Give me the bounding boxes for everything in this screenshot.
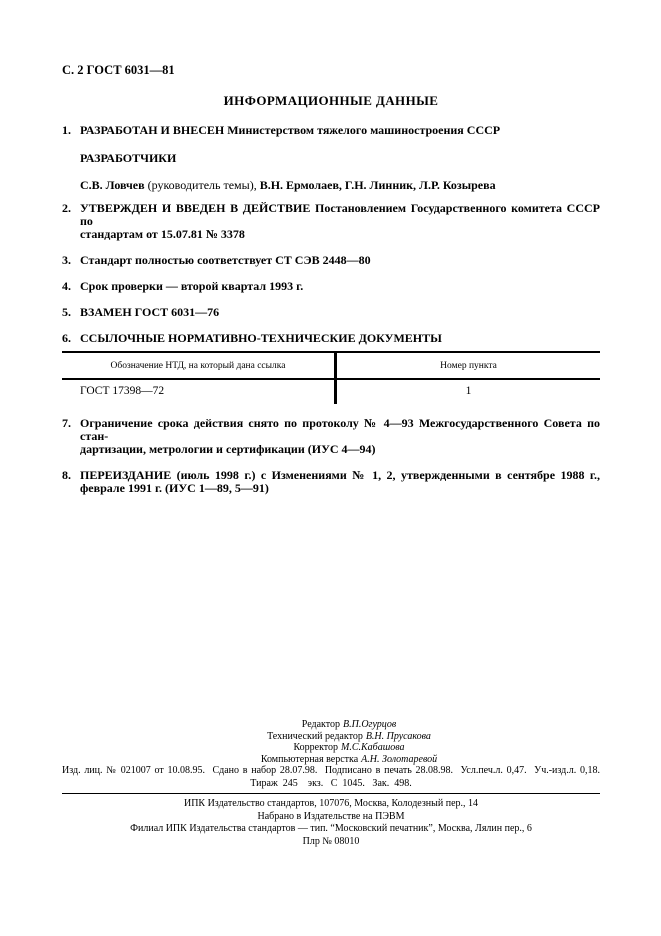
developer-lead-note: (руководитель темы), [144,178,260,192]
item-7 [62,417,600,456]
publisher-branch: Филиал ИПК Издательства стандартов — тип. “Московский печатник”, Москва, Лялин пер., 6 [130,823,532,834]
editor-line: Компьютерная верстка А.Н. Золотаревой [260,753,438,765]
item-8 [62,469,600,495]
item-2-number: 2. [62,201,71,215]
document-content [62,64,600,508]
editor-line: Корректор М.С.Кабашова [293,742,405,753]
item-7-line-1: Ограничение срока действия снято по протоколу № 4—93 Межгосударственного Совета по стан- [80,416,600,443]
imprint-line-2: Тираж 245 экз. С 1045. Зак. 498. [250,778,412,789]
item-6 [62,332,600,345]
editor-line: Редактор В.П.Огурцов [301,719,397,730]
item-3-number: 3. [62,253,71,267]
table-header-clause: Номер пункта [336,352,601,379]
item-2 [62,202,600,241]
developers-heading: РАЗРАБОТЧИКИ [80,151,177,165]
developers-line [80,179,600,192]
item-7-number: 7. [62,416,71,430]
item-8-line-1: ПЕРЕИЗДАНИЕ (июль 1998 г.) с Изменениями № 1, 2, утвержденными в сентябре 1988 г., [80,468,600,482]
item-5 [62,306,600,319]
item-1-number: 1. [62,123,71,137]
table-header-designation: Обозначение НТД, на который дана ссылка [62,352,336,379]
publisher-license: Плр № 08010 [302,835,360,847]
editor-line: Технический редактор В.Н. Прусакова [267,730,431,742]
item-6-text: ССЫЛОЧНЫЕ НОРМАТИВНО-ТЕХНИЧЕСКИЕ ДОКУМЕНТЫ [80,331,442,345]
table-cell-clause: 1 [465,385,472,397]
item-4-text: Срок проверки — второй квартал 1993 г. [80,279,304,293]
publisher-typeset-note: Набрано в Издательстве на ПЭВМ [257,810,405,822]
item-4-number: 4. [62,279,71,293]
item-4 [62,280,600,293]
item-3 [62,254,600,267]
table-header-row [62,352,600,379]
item-8-number: 8. [62,468,71,482]
item-1 [62,124,600,137]
editors-colophon [80,719,618,765]
page-number-header: С. 2 ГОСТ 6031—81 [62,63,175,77]
imprint-line-1: Изд. лиц. № 021007 от 10.08.95. Сдано в набор 28.07.98. Подписано в печать 28.08.98. Усл.печ.л. 0,47. Уч.-изд.л. 0,18. [62,765,600,776]
developer-lead-name: С.В. Ловчев [80,178,145,192]
reference-documents-table [62,351,600,404]
table-row [62,379,600,404]
item-8-line-2: феврале 1991 г. (ИУС 1—89, 5—91) [80,481,269,495]
item-6-number: 6. [62,331,71,345]
developer-names: В.Н. Ермолаев, Г.Н. Линник, Л.Р. Козырева [259,178,496,192]
item-5-text: ВЗАМЕН ГОСТ 6031—76 [80,305,220,319]
item-2-line-2: стандартам от 15.07.81 № 3378 [80,227,245,241]
publisher-address: ИПК Издательство стандартов, 107076, Москва, Колодезный пер., 14 [183,798,479,809]
item-2-line-1: УТВЕРЖДЕН И ВВЕДЕН В ДЕЙСТВИЕ Постановлением Государственного комитета СССР по [80,201,600,228]
imprint-block [62,765,600,790]
section-title: ИНФОРМАЦИОННЫЕ ДАННЫЕ [223,93,439,108]
horizontal-rule [62,793,600,794]
table-cell-designation: ГОСТ 17398—72 [62,379,336,404]
item-1-text: РАЗРАБОТАН И ВНЕСЕН Министерством тяжелого машиностроения СССР [80,123,501,137]
item-7-line-2: дартизации, метрологии и сертификации (ИУС 4—94) [80,442,376,456]
publisher-block [62,798,600,848]
item-3-text: Стандарт полностью соответствует СТ СЭВ 2448—80 [80,253,371,267]
item-5-number: 5. [62,305,71,319]
